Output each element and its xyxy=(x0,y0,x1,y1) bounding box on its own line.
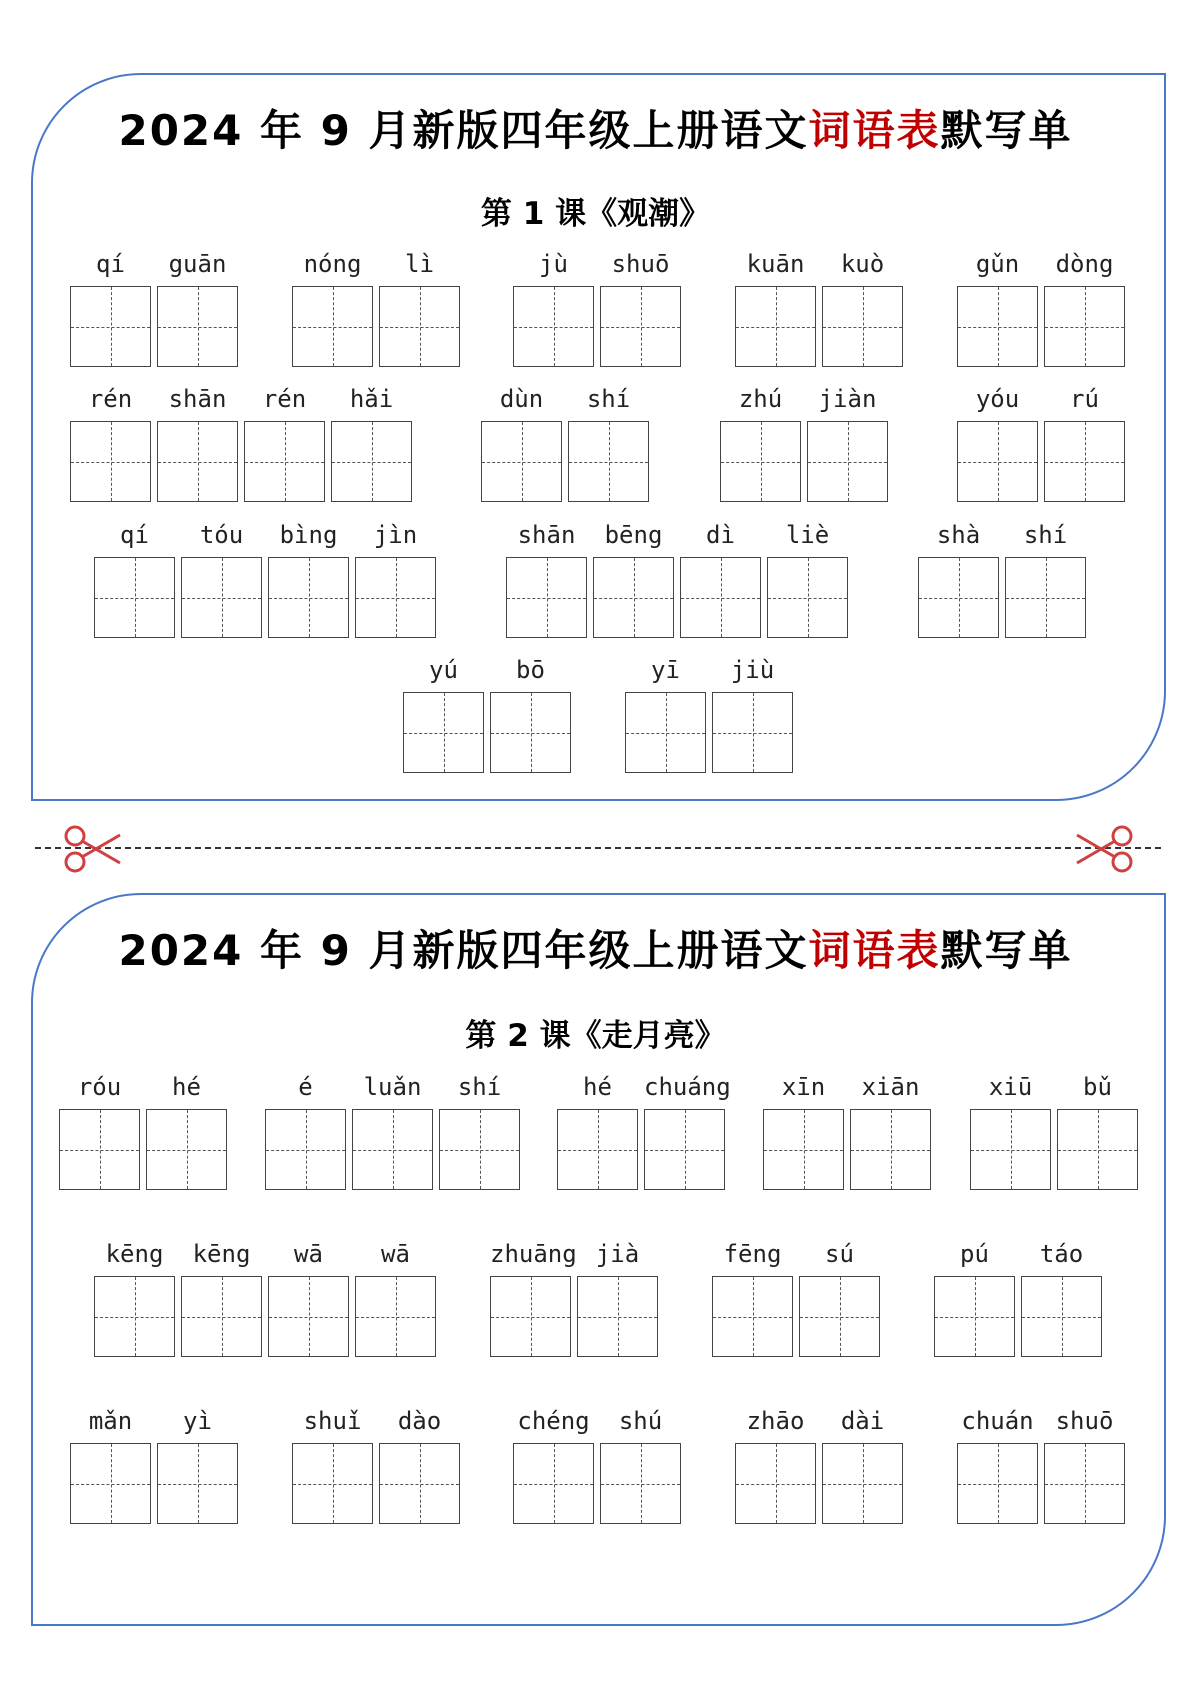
pinyin-label: luǎn xyxy=(363,1073,422,1101)
pinyin-label: shuō xyxy=(1055,1407,1114,1435)
pinyin-label: yì xyxy=(183,1407,212,1435)
pinyin-label: fēng xyxy=(723,1240,782,1268)
writing-box xyxy=(181,1276,262,1357)
cut-line xyxy=(35,847,1161,849)
pinyin-label: hé xyxy=(583,1073,612,1101)
title-highlight: 词语表 xyxy=(808,926,941,975)
writing-box xyxy=(439,1109,520,1190)
pinyin-label: xiān xyxy=(861,1073,920,1101)
writing-box xyxy=(59,1109,140,1190)
writing-box xyxy=(1044,286,1125,367)
pinyin-label: shí xyxy=(1023,521,1068,549)
writing-box xyxy=(577,1276,658,1357)
writing-box xyxy=(513,1443,594,1524)
pinyin-label: bēng xyxy=(604,521,663,549)
pinyin-label: chuáng xyxy=(644,1073,731,1101)
pinyin-label: bìng xyxy=(279,521,338,549)
writing-box xyxy=(355,1276,436,1357)
pinyin-label: shān xyxy=(168,385,227,413)
title-text: 2024 年 9 月新版四年级上册语文 xyxy=(118,106,809,155)
pinyin-label: sú xyxy=(825,1240,854,1268)
pinyin-label: rén xyxy=(88,385,133,413)
writing-box xyxy=(763,1109,844,1190)
title-text: 2024 年 9 月新版四年级上册语文 xyxy=(118,926,809,975)
writing-box xyxy=(1044,1443,1125,1524)
writing-box xyxy=(712,692,793,773)
pinyin-label: chéng xyxy=(517,1407,590,1435)
writing-box xyxy=(934,1276,1015,1357)
writing-box xyxy=(767,557,848,638)
scissors-icon xyxy=(62,823,122,875)
pinyin-label: jiù xyxy=(730,656,775,684)
title-suffix: 默写单 xyxy=(940,106,1073,155)
writing-box xyxy=(70,286,151,367)
title-suffix: 默写单 xyxy=(940,926,1073,975)
writing-box xyxy=(70,1443,151,1524)
pinyin-label: nóng xyxy=(303,250,362,278)
writing-box xyxy=(481,421,562,502)
pinyin-label: jiàn xyxy=(818,385,877,413)
lesson-title: 第 1 课《观潮》 xyxy=(480,196,711,232)
writing-box xyxy=(403,692,484,773)
writing-box xyxy=(490,1276,571,1357)
title-highlight: 词语表 xyxy=(808,106,941,155)
writing-box xyxy=(146,1109,227,1190)
writing-box xyxy=(644,1109,725,1190)
writing-box xyxy=(181,557,262,638)
writing-box xyxy=(799,1276,880,1357)
pinyin-label: zhuāng xyxy=(490,1240,577,1268)
writing-box xyxy=(600,286,681,367)
pinyin-label: dì xyxy=(706,521,735,549)
pinyin-label: bǔ xyxy=(1083,1073,1112,1101)
writing-box xyxy=(490,692,571,773)
writing-box xyxy=(379,286,460,367)
pinyin-label: jù xyxy=(539,250,568,278)
writing-box xyxy=(712,1276,793,1357)
writing-box xyxy=(157,286,238,367)
writing-box xyxy=(735,1443,816,1524)
writing-box xyxy=(292,286,373,367)
writing-box xyxy=(593,557,674,638)
pinyin-label: jìn xyxy=(373,521,418,549)
pinyin-label: qí xyxy=(96,250,125,278)
writing-box xyxy=(268,1276,349,1357)
writing-box xyxy=(1057,1109,1138,1190)
sheet-title xyxy=(0,918,1191,978)
pinyin-label: gǔn xyxy=(975,250,1020,278)
pinyin-label: zhāo xyxy=(746,1407,805,1435)
writing-box xyxy=(720,421,801,502)
pinyin-label: xīn xyxy=(781,1073,826,1101)
pinyin-label: kēng xyxy=(192,1240,251,1268)
writing-box xyxy=(352,1109,433,1190)
pinyin-label: shí xyxy=(586,385,631,413)
pinyin-label: yī xyxy=(651,656,680,684)
writing-box xyxy=(807,421,888,502)
pinyin-label: dài xyxy=(840,1407,885,1435)
writing-box xyxy=(970,1109,1051,1190)
pinyin-label: kuān xyxy=(746,250,805,278)
writing-box xyxy=(735,286,816,367)
pinyin-label: yóu xyxy=(975,385,1020,413)
pinyin-label: táo xyxy=(1039,1240,1084,1268)
writing-box xyxy=(1044,421,1125,502)
pinyin-label: shí xyxy=(457,1073,502,1101)
writing-box xyxy=(1021,1276,1102,1357)
pinyin-label: dòng xyxy=(1055,250,1114,278)
writing-box xyxy=(557,1109,638,1190)
writing-box xyxy=(680,557,761,638)
pinyin-label: kēng xyxy=(105,1240,164,1268)
sheet-title xyxy=(0,98,1191,158)
scissors-icon xyxy=(1075,823,1135,875)
writing-box xyxy=(292,1443,373,1524)
pinyin-label: jià xyxy=(595,1240,640,1268)
writing-box xyxy=(70,421,151,502)
writing-box xyxy=(822,1443,903,1524)
lesson-title: 第 2 课《走月亮》 xyxy=(465,1018,726,1054)
pinyin-label: hǎi xyxy=(349,385,394,413)
pinyin-label: kuò xyxy=(840,250,885,278)
pinyin-label: xiū xyxy=(988,1073,1033,1101)
pinyin-label: pú xyxy=(960,1240,989,1268)
pinyin-label: dào xyxy=(397,1407,442,1435)
pinyin-label: tóu xyxy=(199,521,244,549)
pinyin-label: zhú xyxy=(738,385,783,413)
pinyin-label: é xyxy=(298,1073,313,1101)
pinyin-label: rén xyxy=(262,385,307,413)
pinyin-label: wā xyxy=(294,1240,323,1268)
pinyin-label: yú xyxy=(429,656,458,684)
writing-box xyxy=(1005,557,1086,638)
writing-box xyxy=(918,557,999,638)
writing-box xyxy=(355,557,436,638)
pinyin-label: liè xyxy=(785,521,830,549)
writing-box xyxy=(957,286,1038,367)
writing-box xyxy=(957,421,1038,502)
pinyin-label: rú xyxy=(1070,385,1099,413)
writing-box xyxy=(94,1276,175,1357)
writing-box xyxy=(244,421,325,502)
pinyin-label: bō xyxy=(516,656,545,684)
pinyin-label: shuǐ xyxy=(303,1407,362,1435)
writing-box xyxy=(265,1109,346,1190)
pinyin-label: shú xyxy=(618,1407,663,1435)
writing-box xyxy=(157,421,238,502)
writing-box xyxy=(513,286,594,367)
writing-box xyxy=(268,557,349,638)
pinyin-label: dùn xyxy=(499,385,544,413)
writing-box xyxy=(506,557,587,638)
writing-box xyxy=(568,421,649,502)
writing-box xyxy=(157,1443,238,1524)
pinyin-label: wā xyxy=(381,1240,410,1268)
pinyin-label: shà xyxy=(936,521,981,549)
pinyin-label: guān xyxy=(168,250,227,278)
pinyin-label: lì xyxy=(405,250,434,278)
writing-box xyxy=(850,1109,931,1190)
writing-box xyxy=(625,692,706,773)
writing-box xyxy=(379,1443,460,1524)
pinyin-label: shuō xyxy=(611,250,670,278)
pinyin-label: mǎn xyxy=(88,1407,133,1435)
pinyin-label: hé xyxy=(172,1073,201,1101)
pinyin-label: chuán xyxy=(961,1407,1034,1435)
pinyin-label: shān xyxy=(517,521,576,549)
pinyin-label: róu xyxy=(77,1073,122,1101)
writing-box xyxy=(957,1443,1038,1524)
writing-box xyxy=(600,1443,681,1524)
writing-box xyxy=(94,557,175,638)
pinyin-label: qí xyxy=(120,521,149,549)
writing-box xyxy=(331,421,412,502)
writing-box xyxy=(822,286,903,367)
